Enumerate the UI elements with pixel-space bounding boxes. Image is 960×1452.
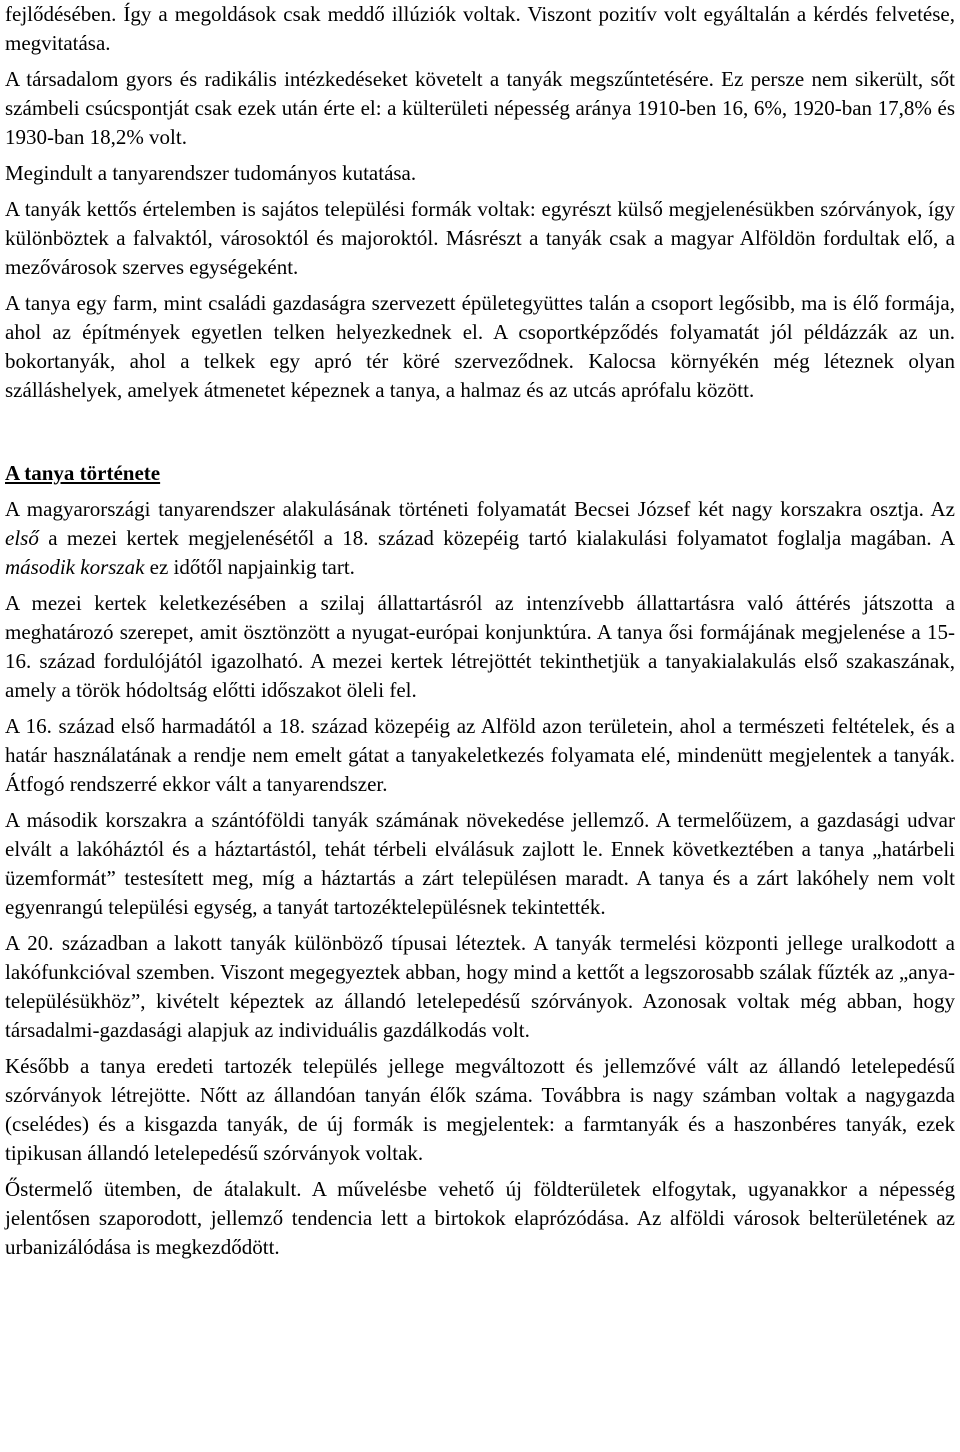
document-page xyxy=(5,0,955,1262)
section-heading: A tanya története xyxy=(5,461,161,485)
paragraph-16th-century: A 16. század első harmadától a 18. század közepéig az Alföld azon területein, ahol a természeti feltételek, és a határ használatának a rendje nem emelt gátat a tanyakeletkezés folyamata elé, mindenütt megjelentek a tanyák. Átfogó rendszerré ekkor vált a tanyarendszer. xyxy=(5,714,955,796)
periods-text-a: A magyarországi tanyarendszer alakulásának történeti folyamatát Becsei József két nagy korszakra osztja. Az xyxy=(5,497,955,521)
periods-emphasis-first: első xyxy=(5,526,39,550)
paragraph-later-changes: Később a tanya eredeti tartozék település jellege megváltozott és jellemzővé vált az állandó letelepedésű szórványok létrejötte. Nőtt az állandóan tanyán élők száma. Továbbra is nagy számban voltak a nagygazda (cselédes) és a kisgazda tanyák, de új formák is megjelentek: a farmtanyák és a haszonbéres tanyák, ezek tipikusan állandó letelepedésű szórványok voltak. xyxy=(5,1054,955,1165)
paragraph-tanya-farm: A tanya egy farm, mint családi gazdaságra szervezett épületegyüttes talán a csoport legősibb, ma is élő formája, ahol az építmények egyetlen telken helyezkednek el. A csoportképződés folyamatát jól példázzák az un. bokortanyák, ahol a telkek egy apró tér köré szerveződnek. Kalocsa környékén még léteznek olyan szálláshelyek, amelyek átmenetet képeznek a tanya, a halmaz és az utcás aprófalu között. xyxy=(5,291,955,402)
paragraph-20th-century: A 20. században a lakott tanyák különböző típusai léteztek. A tanyák termelési központi jellege uralkodott a lakófunkcióval szemben. Viszont megegyeztek abban, hogy mind a kettőt a legszorosabb szálak fűzték az „anya-településükhöz”, kivételt képeztek az állandó letelepedésű szórványok. Azonosak voltak még abban, hogy társadalmi-gazdasági alapjuk az individuális gazdálkodás volt. xyxy=(5,931,955,1042)
paragraph-periods xyxy=(5,495,955,582)
periods-text-c: ez időtől napjainkig tart. xyxy=(144,555,355,579)
paragraph-mezei-kertek: A mezei kertek keletkezésében a szilaj állattartásról az intenzívebb állattartásra való áttérés játszotta a meghatározó szerepet, amit ösztönzött a nyugat-európai konjunktúra. A tanya ősi formájának megjelenése a 15-16. század fordulójától igazolható. A mezei kertek létrejöttét tekinthetjük a tanyakialakulás első szakaszának, amely a török hódoltság előtti időszakot öleli fel. xyxy=(5,591,955,702)
paragraph-research-start: Megindult a tanyarendszer tudományos kutatása. xyxy=(5,161,417,185)
paragraph-tanya-forms: A tanyák kettős értelemben is sajátos települési formák voltak: egyrészt külső megjelenésükben szórványok, így különböztek a falvaktól, városoktól és majoroktól. Másrészt a tanyák csak a magyar Alföldön fordultak elő, a mezővárosok szerves egységeként. xyxy=(5,197,955,279)
periods-text-b: a mezei kertek megjelenésétől a 18. század közepéig tartó kialakulási folyamatot foglalja magában. A xyxy=(38,526,955,550)
paragraph-transformation: Őstermelő ütemben, de átalakult. A művelésbe vehető új földterületek elfogytak, ugyanakkor a népesség jelentősen szaporodott, jellemző tendencia lett a birtokok elaprózódása. Az alföldi városok belterületének az urbanizálódása is megkezdődött. xyxy=(5,1177,955,1259)
paragraph-intro-end: fejlődésében. Így a megoldások csak meddő illúziók voltak. Viszont pozitív volt egyáltalán a kérdés felvetése, megvitatása. xyxy=(5,2,955,55)
paragraph-society-demands: A társadalom gyors és radikális intézkedéseket követelt a tanyák megszűntetésére. Ez persze nem sikerült, sőt számbeli csúcspontját csak ezek után érte el: a külterületi népesség aránya 1910-ben 16, 6%, 1920-ban 17,8% és 1930-ban 18,2% volt. xyxy=(5,67,955,149)
paragraph-second-period: A második korszakra a szántóföldi tanyák számának növekedése jellemző. A termelőüzem, a gazdasági udvar elvált a lakóháztól és a háztartástól, tehát térbeli elválásuk zajlott le. Ennek következtében a tanya „határbeli üzemformát” testesített meg, míg a háztartás a zárt településen maradt. A tanya és a zárt lakóhely nem volt egyenrangú települési egység, a tanyát tartozéktelepülésnek tekintették. xyxy=(5,808,955,919)
periods-emphasis-second: második korszak xyxy=(5,555,145,579)
